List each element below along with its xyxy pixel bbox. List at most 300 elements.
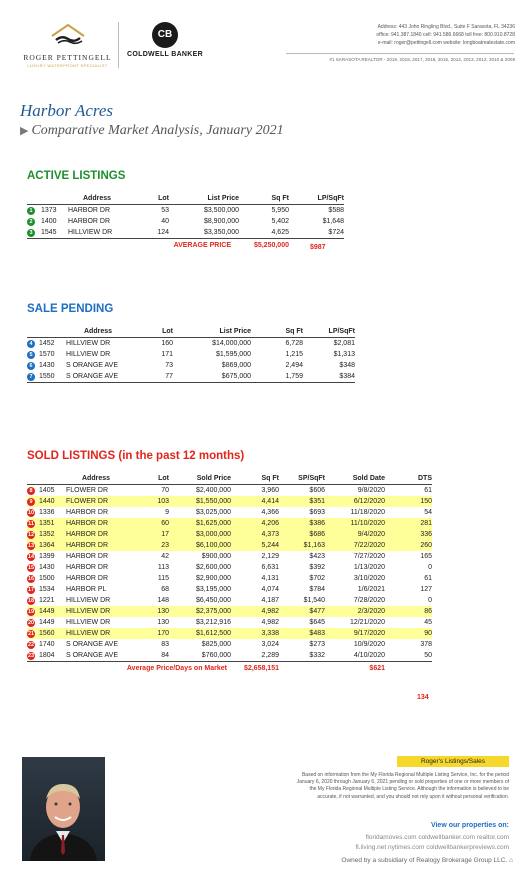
price-per-sqft: $386 xyxy=(279,518,325,529)
price-per-sqft: $645 xyxy=(309,619,325,626)
number-badge-icon: 2 xyxy=(27,218,35,226)
table-row xyxy=(27,562,432,573)
table-row xyxy=(27,584,432,595)
street-number: 1804 xyxy=(39,650,63,662)
table-row xyxy=(27,507,432,518)
price-per-sqft: $686 xyxy=(279,529,325,540)
row-number-badge xyxy=(27,562,39,573)
square-feet: 4,414 xyxy=(231,496,279,507)
street-name: HILLVIEW DR xyxy=(65,227,129,239)
street-number: 1351 xyxy=(39,518,63,529)
number-badge-icon: 14 xyxy=(27,553,35,560)
lot-size: 115 xyxy=(157,575,169,582)
lot-size: 130 xyxy=(157,619,169,626)
table-row xyxy=(27,529,432,540)
table-row xyxy=(27,485,432,497)
sites-line-2[interactable]: fl.living.net nytimes.com coldwellbankerpreviews.com xyxy=(355,844,509,851)
street-number: 1430 xyxy=(39,564,55,571)
triangle-icon: ▶ xyxy=(20,125,29,137)
price-per-sqft: $1,313 xyxy=(333,351,355,358)
price: $3,212,916 xyxy=(195,619,231,626)
price-per-sqft: $2,081 xyxy=(303,338,355,350)
price: $3,000,000 xyxy=(169,529,231,540)
number-badge-icon: 22 xyxy=(27,641,35,648)
street-name: HARBOR DR xyxy=(66,509,109,516)
lot-size: 9 xyxy=(165,509,169,516)
row-number-badge xyxy=(27,617,39,628)
price: $900,000 xyxy=(201,553,231,560)
square-feet: 4,982 xyxy=(231,606,279,617)
street-name: HARBOR PL xyxy=(66,586,107,593)
table-row xyxy=(27,628,432,639)
ownership-text: Owned by a subsidiary of Realogy Brokerage Group LLC. xyxy=(341,857,508,864)
lot-size: 103 xyxy=(129,496,169,507)
row-number-badge xyxy=(27,551,39,562)
table-row xyxy=(27,595,432,606)
square-feet: 3,338 xyxy=(231,628,279,639)
price-per-sqft: $588 xyxy=(289,205,344,217)
row-number-badge xyxy=(27,205,41,217)
days-to-sell: 45 xyxy=(424,619,432,626)
number-badge-icon: 11 xyxy=(28,520,34,527)
street-name: S ORANGE AVE xyxy=(63,371,133,383)
days-to-sell: 54 xyxy=(424,509,432,516)
table-row xyxy=(27,551,432,562)
listings-sales-tab[interactable]: Roger's Listings/Sales xyxy=(397,756,509,767)
number-badge-icon: 19 xyxy=(27,608,35,615)
street-number: 1534 xyxy=(39,586,55,593)
lot-size: 83 xyxy=(161,641,169,648)
sold-listings-table xyxy=(27,472,432,674)
table-header-row xyxy=(27,472,432,485)
table-row xyxy=(27,617,432,628)
number-badge-icon: 15 xyxy=(27,564,35,571)
brokerage-name: COLDWELL BANKER xyxy=(127,51,203,58)
row-number-badge xyxy=(27,338,39,350)
price: $3,500,000 xyxy=(169,205,239,217)
avg-ppsf: $987 xyxy=(310,244,326,251)
number-badge-icon: 13 xyxy=(27,542,35,549)
row-number-badge xyxy=(27,628,39,639)
street-name: HARBOR DR xyxy=(66,575,109,582)
days-to-sell: 165 xyxy=(420,553,432,560)
price: $760,000 xyxy=(169,650,231,662)
street-number: 1352 xyxy=(39,529,63,540)
square-feet: 6,631 xyxy=(261,564,279,571)
days-to-sell: 281 xyxy=(385,518,432,529)
table-row xyxy=(27,216,344,227)
number-badge-icon: 8 xyxy=(27,487,35,495)
sold-date: 1/13/2020 xyxy=(353,564,385,571)
price: $1,550,000 xyxy=(169,496,231,507)
price: $825,000 xyxy=(201,641,231,648)
col-list-price: List Price xyxy=(207,194,239,202)
price-per-sqft: $423 xyxy=(309,553,325,560)
street-number: 1449 xyxy=(39,606,63,617)
view-properties-label: View our properties on: xyxy=(430,822,509,829)
square-feet: 4,206 xyxy=(231,518,279,529)
page-subtitle xyxy=(20,123,284,139)
page-title: Harbor Acres xyxy=(20,101,114,120)
price-per-sqft: $477 xyxy=(279,606,325,617)
cb-emblem-icon: CB xyxy=(152,22,178,48)
street-number: 1399 xyxy=(39,553,55,560)
col-lot: Lot xyxy=(162,327,173,335)
days-to-sell: 61 xyxy=(385,485,432,497)
table-row xyxy=(27,338,355,350)
price: $3,195,000 xyxy=(195,586,231,593)
sold-listings-heading: SOLD LISTINGS (in the past 12 months) xyxy=(27,450,245,462)
street-number: 1400 xyxy=(41,218,57,225)
number-badge-icon: 9 xyxy=(27,498,35,506)
col-address: Address xyxy=(81,474,110,482)
street-number: 1336 xyxy=(39,509,55,516)
lot-size: 171 xyxy=(161,351,173,358)
lot-size: 77 xyxy=(133,371,173,383)
lot-size: 23 xyxy=(129,540,169,551)
number-badge-icon: 20 xyxy=(27,619,35,626)
price: $675,000 xyxy=(173,371,251,383)
header-rule xyxy=(286,53,514,54)
square-feet: 5,950 xyxy=(239,205,289,217)
street-name: HARBOR DR xyxy=(63,518,129,529)
price: $3,025,000 xyxy=(195,509,231,516)
price-per-sqft: $384 xyxy=(303,371,355,383)
avg-label: AVERAGE PRICE xyxy=(173,241,231,249)
col-list-price: List Price xyxy=(219,327,251,335)
street-number: 1405 xyxy=(39,485,63,497)
price: $2,900,000 xyxy=(195,575,231,582)
street-name: HILLVIEW DR xyxy=(66,351,111,358)
street-name: HARBOR DR xyxy=(66,553,109,560)
street-number: 1560 xyxy=(39,628,63,639)
number-badge-icon: 10 xyxy=(27,509,35,516)
square-feet: 2,494 xyxy=(285,362,303,369)
price-per-sqft: $1,163 xyxy=(279,540,325,551)
price: $869,000 xyxy=(221,362,251,369)
table-row xyxy=(27,606,432,617)
col-sqft: Sq Ft xyxy=(285,327,303,335)
lot-size: 124 xyxy=(129,227,169,239)
disclaimer-text: Based on information from the My Florida Regional Multiple Listing Service, Inc. for the period January 6, 2020 through January 6, 2021 pending or sold properties of one or more members of the My Florida Regional Multiple Listing Service. Although the information is believed to be accurate, if not warranted, and you should not rely upon it without personal verification. xyxy=(296,772,509,800)
row-number-badge xyxy=(27,360,39,371)
sold-date: 9/17/2020 xyxy=(325,628,385,639)
number-badge-icon: 7 xyxy=(27,373,35,381)
square-feet: 4,074 xyxy=(261,586,279,593)
coldwell-banker-logo xyxy=(126,20,204,58)
col-lp-sqft: LP/SqFt xyxy=(317,194,344,202)
table-row xyxy=(27,349,355,360)
row-number-badge xyxy=(27,371,39,383)
sold-date: 9/4/2020 xyxy=(325,529,385,540)
lot-size: 68 xyxy=(161,586,169,593)
price: $1,595,000 xyxy=(215,351,251,358)
price-per-sqft: $693 xyxy=(309,509,325,516)
number-badge-icon: 6 xyxy=(27,362,35,370)
col-address: Address xyxy=(83,327,112,335)
days-to-sell: 260 xyxy=(385,540,432,551)
avg-price: $5,250,000 xyxy=(253,241,289,249)
row-number-badge xyxy=(27,584,39,595)
number-badge-icon: 3 xyxy=(27,229,35,237)
sold-date: 4/10/2020 xyxy=(325,650,385,662)
avg-label: Average Price/Days on Market xyxy=(126,664,227,672)
brand-tagline: LUXURY WATERFRONT SPECIALIST xyxy=(27,63,108,68)
table-row xyxy=(27,540,432,551)
lot-size: 53 xyxy=(129,205,169,217)
price: $14,000,000 xyxy=(173,338,251,350)
table-row xyxy=(27,227,344,239)
street-name: HILLVIEW DR xyxy=(66,619,111,626)
lot-size: 160 xyxy=(133,338,173,350)
price-per-sqft: $606 xyxy=(279,485,325,497)
price: $6,100,000 xyxy=(169,540,231,551)
price-per-sqft: $702 xyxy=(309,575,325,582)
street-number: 1440 xyxy=(39,496,63,507)
lot-size: 73 xyxy=(165,362,173,369)
price-per-sqft: $392 xyxy=(309,564,325,571)
price-per-sqft: $332 xyxy=(279,650,325,662)
col-sqft: Sq Ft xyxy=(271,194,289,202)
table-header-row xyxy=(27,192,344,205)
lot-size: 170 xyxy=(129,628,169,639)
col-dts: DTS xyxy=(418,474,432,482)
price: $3,350,000 xyxy=(169,227,239,239)
lot-size: 70 xyxy=(129,485,169,497)
days-to-sell: 336 xyxy=(385,529,432,540)
price-per-sqft: $348 xyxy=(339,362,355,369)
contact-block xyxy=(245,23,515,47)
street-number: 1373 xyxy=(41,205,65,217)
street-name: HILLVIEW DR xyxy=(63,606,129,617)
square-feet: 2,289 xyxy=(231,650,279,662)
table-row xyxy=(27,650,432,662)
equal-housing-icon: ⌂ xyxy=(509,857,513,864)
avg-dts: 134 xyxy=(417,694,429,701)
house-wave-logo-icon xyxy=(48,22,88,46)
square-feet: 4,187 xyxy=(261,597,279,604)
days-to-sell: 90 xyxy=(385,628,432,639)
number-badge-icon: 18 xyxy=(27,597,35,604)
street-number: 1550 xyxy=(39,371,63,383)
days-to-sell: 150 xyxy=(385,496,432,507)
square-feet: 2,129 xyxy=(261,553,279,560)
square-feet: 6,728 xyxy=(251,338,303,350)
number-badge-icon: 17 xyxy=(27,586,35,593)
lot-size: 60 xyxy=(129,518,169,529)
row-number-badge xyxy=(27,349,39,360)
logo-divider xyxy=(118,22,119,68)
ownership-line xyxy=(341,857,513,864)
price-per-sqft: $784 xyxy=(309,586,325,593)
days-to-sell: 0 xyxy=(428,597,432,604)
square-feet: 3,960 xyxy=(231,485,279,497)
street-name: HARBOR DR xyxy=(68,218,111,225)
price: $2,600,000 xyxy=(195,564,231,571)
street-name: HARBOR DR xyxy=(65,205,129,217)
brand-name: ROGER PETTINGELL xyxy=(23,53,112,62)
col-address: Address xyxy=(82,194,111,202)
sold-date: 11/10/2020 xyxy=(325,518,385,529)
row-number-badge xyxy=(27,606,39,617)
row-number-badge xyxy=(27,573,39,584)
days-to-sell: 378 xyxy=(420,641,432,648)
sold-date: 6/12/2020 xyxy=(325,496,385,507)
number-badge-icon: 16 xyxy=(27,575,35,582)
lot-size: 40 xyxy=(161,218,169,225)
lot-size: 113 xyxy=(157,564,169,571)
active-listings-table xyxy=(27,192,344,251)
col-sqft: Sq Ft xyxy=(261,474,279,482)
property-sites xyxy=(309,833,509,853)
contact-web: e-mail: roger@pettingell.com website: longboatrealestate.com xyxy=(377,40,515,46)
price: $2,375,000 xyxy=(169,606,231,617)
agent-portrait-icon xyxy=(22,757,105,861)
average-row xyxy=(27,662,432,675)
street-name: S ORANGE AVE xyxy=(63,650,129,662)
row-number-badge xyxy=(27,518,39,529)
sold-date: 2/3/2020 xyxy=(325,606,385,617)
street-name: S ORANGE AVE xyxy=(66,362,118,369)
street-number: 1545 xyxy=(41,227,65,239)
price: $1,625,000 xyxy=(169,518,231,529)
price-per-sqft: $273 xyxy=(309,641,325,648)
row-number-badge xyxy=(27,485,39,497)
price-per-sqft: $724 xyxy=(289,227,344,239)
table-row xyxy=(27,573,432,584)
row-number-badge xyxy=(27,595,39,606)
days-to-sell: 127 xyxy=(420,586,432,593)
lot-size: 130 xyxy=(129,606,169,617)
col-sold-price: Sold Price xyxy=(196,474,231,482)
contact-address: Address: 443 John Ringling Blvd., Suite F Sarasota, FL 34236 xyxy=(377,24,515,30)
sites-line-1[interactable]: floridamoves.com coldwellbanker.com realtor.com xyxy=(365,834,509,841)
row-number-badge xyxy=(27,529,39,540)
table-row xyxy=(27,639,432,650)
square-feet: 1,215 xyxy=(285,351,303,358)
sold-date: 7/27/2020 xyxy=(353,553,385,560)
price-per-sqft: $351 xyxy=(279,496,325,507)
price-per-sqft: $1,648 xyxy=(322,218,344,225)
lot-size: 42 xyxy=(161,553,169,560)
street-number: 1500 xyxy=(39,575,55,582)
days-to-sell: 0 xyxy=(428,564,432,571)
number-badge-icon: 23 xyxy=(27,652,35,659)
street-name: HILLVIEW DR xyxy=(63,338,133,350)
price: $6,450,000 xyxy=(195,597,231,604)
sale-pending-table xyxy=(27,325,355,383)
lot-size: 17 xyxy=(129,529,169,540)
street-name: S ORANGE AVE xyxy=(66,641,118,648)
square-feet: 4,373 xyxy=(231,529,279,540)
row-number-badge xyxy=(27,540,39,551)
street-name: HARBOR DR xyxy=(66,564,109,571)
street-name: HILLVIEW DR xyxy=(63,628,129,639)
number-badge-icon: 5 xyxy=(27,351,35,359)
col-sold-date: Sold Date xyxy=(352,474,385,482)
awards-line: #1 SARASOTA REALTOR - 2019, 2018, 2017, 2016, 2015, 2014, 2013, 2012, 2010 & 2008 xyxy=(329,57,515,62)
price-per-sqft: $483 xyxy=(279,628,325,639)
pettingell-logo xyxy=(20,22,115,68)
number-badge-icon: 4 xyxy=(27,340,35,348)
lot-size: 84 xyxy=(129,650,169,662)
lot-size: 148 xyxy=(157,597,169,604)
subtitle-text: Comparative Market Analysis, January 2021 xyxy=(31,123,284,138)
avg-price: $2,658,151 xyxy=(243,664,279,672)
price-per-sqft: $1,540 xyxy=(303,597,325,604)
table-header-row xyxy=(27,325,355,338)
sale-pending-heading: SALE PENDING xyxy=(27,303,114,315)
col-lot: Lot xyxy=(158,194,169,202)
sold-date: 10/9/2020 xyxy=(353,641,385,648)
street-name: HARBOR DR xyxy=(63,540,129,551)
street-name: HARBOR DR xyxy=(63,529,129,540)
days-to-sell: 86 xyxy=(385,606,432,617)
table-row xyxy=(27,205,344,217)
contact-phones: office: 941.387.1840 cell: 941.586.6668 toll free: 800.910.8728 xyxy=(376,32,515,38)
square-feet: 3,024 xyxy=(261,641,279,648)
street-number: 1740 xyxy=(39,641,55,648)
row-number-badge xyxy=(27,227,41,239)
street-name: FLOWER DR xyxy=(63,496,129,507)
street-number: 1452 xyxy=(39,338,63,350)
table-row xyxy=(27,496,432,507)
number-badge-icon: 12 xyxy=(27,531,35,538)
col-sp-sqft: SP/SqFt xyxy=(298,474,325,482)
table-row xyxy=(27,518,432,529)
average-row xyxy=(27,239,344,252)
row-number-badge xyxy=(27,216,41,227)
street-number: 1364 xyxy=(39,540,63,551)
row-number-badge xyxy=(27,639,39,650)
avg-ppsf: $621 xyxy=(369,664,385,672)
sold-date: 1/6/2021 xyxy=(357,586,385,593)
square-feet: 4,625 xyxy=(239,227,289,239)
street-number: 1430 xyxy=(39,362,55,369)
active-listings-heading: ACTIVE LISTINGS xyxy=(27,170,126,182)
street-number: 1570 xyxy=(39,351,55,358)
sold-date: 12/21/2020 xyxy=(349,619,385,626)
sold-date: 11/18/2020 xyxy=(350,509,385,516)
street-number: 1221 xyxy=(39,597,55,604)
square-feet: 4,131 xyxy=(261,575,279,582)
number-badge-icon: 1 xyxy=(27,207,35,215)
price: $8,900,000 xyxy=(203,218,239,225)
days-to-sell: 50 xyxy=(385,650,432,662)
days-to-sell: 61 xyxy=(424,575,432,582)
sold-date: 7/22/2020 xyxy=(325,540,385,551)
agent-photo xyxy=(22,757,105,861)
row-number-badge xyxy=(27,507,39,518)
sold-date: 3/10/2020 xyxy=(353,575,385,582)
col-lot: Lot xyxy=(158,474,169,482)
number-badge-icon: 21 xyxy=(27,630,35,637)
price: $2,400,000 xyxy=(169,485,231,497)
sold-date: 9/8/2020 xyxy=(325,485,385,497)
street-name: HILLVIEW DR xyxy=(66,597,111,604)
col-lp-sqft: LP/SqFt xyxy=(328,327,355,335)
price: $1,612,500 xyxy=(169,628,231,639)
square-feet: 4,366 xyxy=(261,509,279,516)
row-number-badge xyxy=(27,496,39,507)
street-name: FLOWER DR xyxy=(63,485,129,497)
row-number-badge xyxy=(27,650,39,662)
square-feet: 5,402 xyxy=(271,218,289,225)
square-feet: 1,759 xyxy=(251,371,303,383)
street-number: 1449 xyxy=(39,619,55,626)
square-feet: 4,982 xyxy=(261,619,279,626)
sold-date: 7/28/2020 xyxy=(353,597,385,604)
